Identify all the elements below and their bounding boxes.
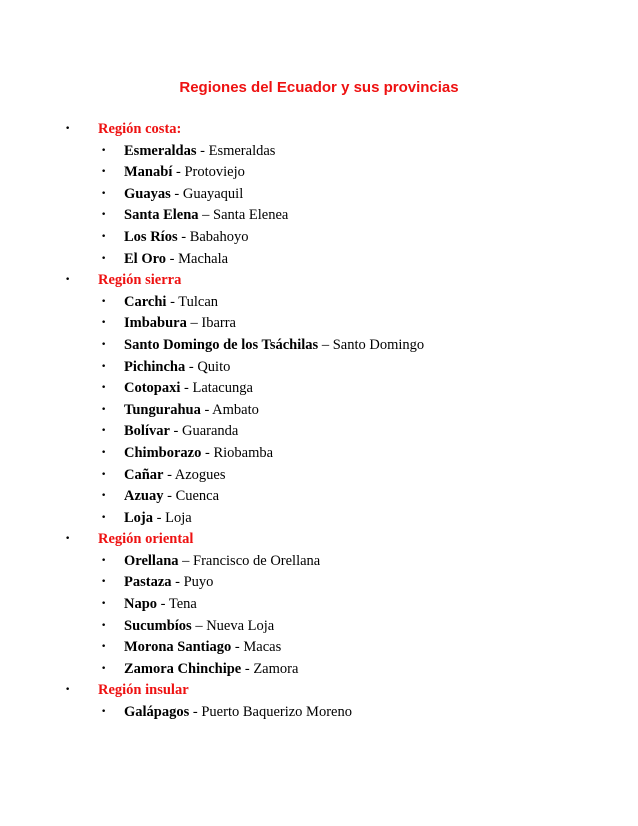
bullet-icon: • xyxy=(101,318,107,329)
province-capital: Francisco de Orellana xyxy=(193,552,321,569)
province-name: Santa Elena xyxy=(124,207,199,224)
province-separator: - xyxy=(241,660,254,677)
bullet-icon: • xyxy=(101,577,107,588)
province-capital: Zamora xyxy=(253,660,299,677)
region-item xyxy=(0,119,424,270)
bullet-icon: • xyxy=(65,685,71,696)
document-title-text: Regiones del Ecuador y sus provincias xyxy=(179,79,459,96)
province-name: Tungurahua xyxy=(124,401,201,418)
bullet-icon: • xyxy=(65,124,71,134)
region-item xyxy=(0,529,424,680)
province-name: Galápagos xyxy=(124,704,190,721)
province-item xyxy=(98,335,424,357)
province-separator: – xyxy=(186,315,202,332)
region-list xyxy=(0,119,424,724)
region-label: Región sierra xyxy=(98,272,182,289)
province-separator: – xyxy=(318,336,333,353)
province-name: Chimborazo xyxy=(124,444,202,461)
province-item xyxy=(98,400,424,422)
province-name: Guayas xyxy=(124,185,171,202)
province-item xyxy=(98,486,424,508)
bullet-icon: • xyxy=(101,253,107,264)
province-item xyxy=(98,292,424,314)
province-item xyxy=(98,227,424,249)
province-name: Cañar xyxy=(124,466,164,483)
province-separator: - xyxy=(166,293,179,310)
province-item xyxy=(98,249,424,271)
province-capital: Tena xyxy=(168,596,197,613)
province-separator: – xyxy=(178,552,194,569)
province-item xyxy=(98,421,424,443)
province-name: Pichincha xyxy=(124,358,186,375)
bullet-icon: • xyxy=(101,210,107,221)
province-separator: - xyxy=(163,466,175,483)
bullet-icon: • xyxy=(101,231,107,242)
province-separator: - xyxy=(177,228,190,245)
region-label: Región insular xyxy=(98,682,189,699)
province-name: Santo Domingo de los Tsáchilas xyxy=(124,336,319,353)
province-name: El Oro xyxy=(124,250,167,267)
province-separator: - xyxy=(153,509,166,526)
province-name: Bolívar xyxy=(124,423,170,440)
province-separator: - xyxy=(180,380,193,397)
province-name: Cotopaxi xyxy=(124,380,181,397)
province-capital: Riobamba xyxy=(213,444,274,461)
bullet-icon: • xyxy=(101,383,107,394)
province-item xyxy=(98,357,424,379)
bullet-icon: • xyxy=(101,707,107,718)
bullet-icon: • xyxy=(101,620,107,631)
bullet-icon: • xyxy=(101,663,107,674)
bullet-icon: • xyxy=(101,469,107,480)
province-item xyxy=(98,465,424,487)
province-capital: Latacunga xyxy=(192,380,253,397)
province-item xyxy=(98,443,424,465)
province-capital: Protoviejo xyxy=(184,164,245,181)
province-item xyxy=(98,162,424,184)
province-capital: Tulcan xyxy=(178,293,219,310)
province-separator: - xyxy=(166,250,179,267)
province-item xyxy=(98,378,424,400)
province-item xyxy=(98,702,424,724)
province-item xyxy=(98,141,424,163)
province-name: Pastaza xyxy=(124,574,172,591)
bullet-icon: • xyxy=(101,167,107,178)
province-separator: - xyxy=(163,488,176,505)
province-capital: Azogues xyxy=(174,466,226,483)
province-capital: Santo Domingo xyxy=(332,336,425,353)
province-name: Sucumbíos xyxy=(124,617,192,634)
province-item xyxy=(98,205,424,227)
province-capital: Guaranda xyxy=(182,423,239,440)
province-capital: Guayaquil xyxy=(182,185,244,202)
province-name: Manabí xyxy=(124,164,173,181)
province-separator: – xyxy=(198,207,214,224)
province-separator: - xyxy=(185,358,198,375)
province-item xyxy=(98,508,424,530)
province-name: Orellana xyxy=(124,552,179,569)
province-separator: - xyxy=(172,164,185,181)
region-item xyxy=(0,270,424,529)
region-item xyxy=(0,680,424,723)
province-capital: Quito xyxy=(197,358,231,375)
province-name: Loja xyxy=(124,509,153,526)
bullet-icon: • xyxy=(101,145,107,156)
province-separator: - xyxy=(231,639,244,656)
province-name: Imbabura xyxy=(124,315,187,332)
province-separator: - xyxy=(170,185,183,202)
province-name: Zamora Chinchipe xyxy=(124,660,242,677)
province-separator: - xyxy=(201,444,214,461)
province-separator: - xyxy=(169,423,183,440)
bullet-icon: • xyxy=(101,642,107,653)
bullet-icon: • xyxy=(101,447,107,458)
province-name: Morona Santiago xyxy=(124,639,232,656)
province-item xyxy=(98,313,424,335)
province-item xyxy=(98,637,424,659)
province-list xyxy=(98,702,424,724)
province-capital: Esmeraldas xyxy=(208,142,276,159)
province-capital: Ibarra xyxy=(201,315,236,332)
province-separator: - xyxy=(189,704,202,721)
bullet-icon: • xyxy=(101,599,107,610)
province-list xyxy=(98,292,424,530)
region-label: Región oriental xyxy=(98,531,194,548)
province-capital: Loja xyxy=(165,509,192,526)
bullet-icon: • xyxy=(101,491,107,502)
province-capital: Ambato xyxy=(212,401,259,418)
province-list xyxy=(98,551,424,681)
bullet-icon: • xyxy=(65,534,71,545)
province-capital: Cuenca xyxy=(175,488,220,505)
province-capital: Puerto Baquerizo Moreno xyxy=(201,704,352,721)
province-item xyxy=(98,594,424,616)
province-item xyxy=(98,572,424,594)
province-capital: Machala xyxy=(178,250,229,267)
province-name: Azuay xyxy=(124,488,164,505)
province-capital: Santa Elenea xyxy=(213,207,289,224)
province-separator: - xyxy=(200,401,213,418)
bullet-icon: • xyxy=(101,512,107,523)
bullet-icon: • xyxy=(101,188,107,199)
bullet-icon: • xyxy=(101,361,107,372)
province-name: Carchi xyxy=(124,293,167,310)
document-title xyxy=(0,78,638,98)
province-item xyxy=(98,616,424,638)
province-capital: Macas xyxy=(243,639,282,656)
bullet-icon: • xyxy=(101,404,107,415)
province-item xyxy=(98,184,424,206)
province-list xyxy=(98,141,424,271)
province-separator: - xyxy=(196,142,209,159)
bullet-icon: • xyxy=(101,339,107,350)
bullet-icon: • xyxy=(101,426,107,437)
province-separator: – xyxy=(191,617,207,634)
bullet-icon: • xyxy=(65,275,71,286)
province-capital: Babahoyo xyxy=(189,228,249,245)
region-label: Región costa: xyxy=(98,121,182,137)
province-name: Esmeraldas xyxy=(124,142,197,159)
province-name: Los Ríos xyxy=(124,228,178,245)
bullet-icon: • xyxy=(101,555,107,566)
province-capital: Nueva Loja xyxy=(206,617,275,634)
province-item xyxy=(98,659,424,681)
province-separator: - xyxy=(171,574,184,591)
province-capital: Puyo xyxy=(183,574,214,591)
bullet-icon: • xyxy=(101,296,107,307)
province-item xyxy=(98,551,424,573)
province-name: Napo xyxy=(124,596,158,613)
province-separator: - xyxy=(157,596,169,613)
